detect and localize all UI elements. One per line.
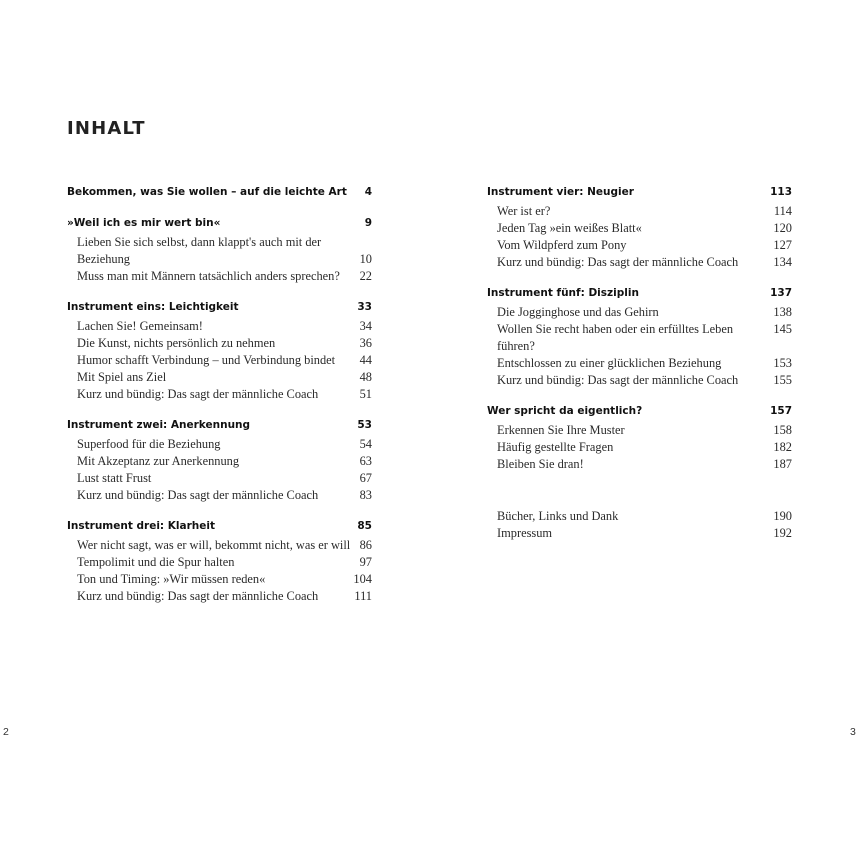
entry-title: Lieben Sie sich selbst, dann klappt's auch mit der xyxy=(77,235,322,249)
entry-page-number: 51 xyxy=(359,387,372,401)
entry-page-number: 83 xyxy=(359,488,372,502)
section-page-number: 53 xyxy=(357,419,372,431)
entry-title: Vom Wildpferd zum Pony xyxy=(497,238,627,252)
entry-page-number: 44 xyxy=(359,353,372,367)
entry-page-number: 111 xyxy=(354,589,372,603)
section-title: »Weil ich es mir wert bin« xyxy=(67,217,221,229)
toc-entry xyxy=(67,386,372,403)
entry-page-number: 134 xyxy=(773,255,792,269)
entry-title: Kurz und bündig: Das sagt der männliche Coach xyxy=(77,488,319,502)
entry-page-number: 114 xyxy=(773,204,792,218)
section-title: Instrument drei: Klarheit xyxy=(67,520,215,532)
entry-page-number: 192 xyxy=(773,526,792,540)
toc-section-heading xyxy=(67,417,372,434)
toc-entry xyxy=(67,234,372,251)
toc-entry xyxy=(67,268,372,285)
toc-right-column xyxy=(487,184,792,542)
entry-title: Erkennen Sie Ihre Muster xyxy=(497,423,625,437)
entry-title: Mit Spiel ans Ziel xyxy=(77,370,167,384)
entry-page-number: 10 xyxy=(359,252,372,266)
entry-title: Die Jogginghose und das Gehirn xyxy=(497,305,659,319)
section-title: Bekommen, was Sie wollen – auf die leichte Art xyxy=(67,186,347,198)
entry-title: Kurz und bündig: Das sagt der männliche Coach xyxy=(497,373,739,387)
entry-title: Wollen Sie recht haben oder ein erfülltes Leben führen? xyxy=(497,322,734,353)
entry-page-number: 153 xyxy=(773,356,792,370)
toc-entry xyxy=(67,554,372,571)
entry-page-number: 158 xyxy=(773,423,792,437)
page-title: INHALT xyxy=(67,118,146,139)
entry-page-number: 145 xyxy=(773,322,792,336)
page-number-left: 2 xyxy=(3,726,9,738)
toc-section-heading xyxy=(67,215,372,232)
entry-title: Lust statt Frust xyxy=(77,471,152,485)
entry-title: Humor schafft Verbindung – und Verbindung bindet xyxy=(77,353,336,367)
toc-entry xyxy=(487,321,792,355)
toc-entry xyxy=(487,254,792,271)
entry-page-number: 86 xyxy=(359,538,372,552)
section-title: Wer spricht da eigentlich? xyxy=(487,405,643,417)
entry-title: Ton und Timing: »Wir müssen reden« xyxy=(77,572,266,586)
toc-section xyxy=(67,215,372,285)
section-page-number: 157 xyxy=(770,405,792,417)
toc-entry xyxy=(67,588,372,605)
toc-entry xyxy=(487,525,792,542)
toc-entry xyxy=(67,251,372,268)
entry-title: Entschlossen zu einer glücklichen Beziehung xyxy=(497,356,722,370)
entry-page-number: 97 xyxy=(359,555,372,569)
section-page-number: 4 xyxy=(364,186,372,198)
entry-page-number: 54 xyxy=(359,437,372,451)
toc-entry xyxy=(67,453,372,470)
toc-section xyxy=(67,518,372,605)
page-number-right: 3 xyxy=(850,726,856,738)
toc-section-heading xyxy=(67,184,372,201)
section-page-number: 9 xyxy=(364,217,372,229)
entry-title: Bücher, Links und Dank xyxy=(497,509,619,523)
toc-section-heading xyxy=(67,518,372,535)
section-page-number: 113 xyxy=(770,186,792,198)
entry-page-number: 104 xyxy=(353,572,372,586)
entry-title: Kurz und bündig: Das sagt der männliche Coach xyxy=(497,255,739,269)
toc-entry xyxy=(487,220,792,237)
toc-entry xyxy=(67,537,372,554)
entry-title: Wer ist er? xyxy=(497,204,551,218)
entry-page-number: 120 xyxy=(773,221,792,235)
toc-entry xyxy=(67,470,372,487)
toc-section xyxy=(67,184,372,201)
entry-title: Kurz und bündig: Das sagt der männliche Coach xyxy=(77,589,319,603)
entry-title: Lachen Sie! Gemeinsam! xyxy=(77,319,203,333)
toc-entry xyxy=(487,422,792,439)
toc-entry xyxy=(67,487,372,504)
entry-page-number: 187 xyxy=(773,457,792,471)
entry-title: Tempolimit und die Spur halten xyxy=(77,555,235,569)
entry-title: Bleiben Sie dran! xyxy=(497,457,584,471)
section-page-number: 85 xyxy=(357,520,372,532)
toc-section xyxy=(67,299,372,403)
entry-title: Muss man mit Männern tatsächlich anders sprechen? xyxy=(77,269,340,283)
entry-title: Häufig gestellte Fragen xyxy=(497,440,614,454)
toc-entry xyxy=(487,355,792,372)
toc-section-heading xyxy=(67,299,372,316)
section-title: Instrument zwei: Anerkennung xyxy=(67,419,251,431)
toc-section xyxy=(487,285,792,389)
entry-page-number: 22 xyxy=(359,269,372,283)
toc-section xyxy=(67,417,372,504)
toc-section-heading xyxy=(487,403,792,420)
entry-page-number: 63 xyxy=(359,454,372,468)
entry-page-number: 48 xyxy=(359,370,372,384)
entry-page-number: 67 xyxy=(359,471,372,485)
entry-title: Wer nicht sagt, was er will, bekommt nicht, was er will xyxy=(77,538,351,552)
entry-page-number: 182 xyxy=(773,440,792,454)
entry-title: Superfood für die Beziehung xyxy=(77,437,221,451)
toc-entry xyxy=(487,304,792,321)
entry-title: Beziehung xyxy=(77,252,130,266)
entry-page-number: 34 xyxy=(359,319,372,333)
entry-title: Die Kunst, nichts persönlich zu nehmen xyxy=(77,336,276,350)
toc-section xyxy=(487,184,792,271)
section-page-number: 137 xyxy=(770,287,792,299)
entry-title: Impressum xyxy=(497,526,553,540)
toc-entry xyxy=(67,571,372,588)
toc-section xyxy=(487,403,792,473)
toc-left-column xyxy=(67,184,372,619)
toc-entry xyxy=(487,508,792,525)
toc-entry xyxy=(67,369,372,386)
toc-entry xyxy=(487,456,792,473)
toc-entry xyxy=(487,439,792,456)
toc-section-heading xyxy=(487,184,792,201)
section-title: Instrument eins: Leichtigkeit xyxy=(67,301,239,313)
section-title: Instrument fünf: Disziplin xyxy=(487,287,639,299)
toc-entry xyxy=(67,352,372,369)
entry-title: Jeden Tag »ein weißes Blatt« xyxy=(497,221,642,235)
toc-entry xyxy=(67,436,372,453)
entry-page-number: 138 xyxy=(773,305,792,319)
toc-entry xyxy=(67,335,372,352)
entry-title: Kurz und bündig: Das sagt der männliche Coach xyxy=(77,387,319,401)
toc-entry xyxy=(487,372,792,389)
toc-section-heading xyxy=(487,285,792,302)
section-title: Instrument vier: Neugier xyxy=(487,186,634,198)
toc-entry xyxy=(67,318,372,335)
entry-page-number: 127 xyxy=(773,238,792,252)
entry-page-number: 190 xyxy=(773,509,792,523)
toc-entry xyxy=(487,203,792,220)
section-page-number: 33 xyxy=(357,301,372,313)
toc-appendix xyxy=(487,508,792,542)
toc-entry xyxy=(487,237,792,254)
entry-page-number: 36 xyxy=(359,336,372,350)
entry-page-number: 155 xyxy=(773,373,792,387)
entry-title: Mit Akzeptanz zur Anerkennung xyxy=(77,454,240,468)
